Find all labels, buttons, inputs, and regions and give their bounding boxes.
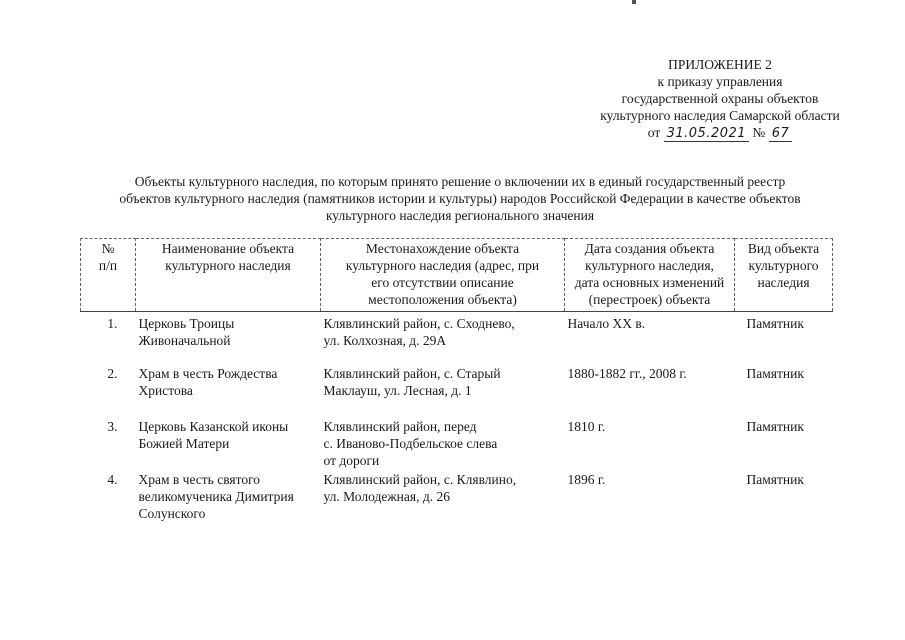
object-name: Храм в честь Рождества Христова bbox=[138, 366, 278, 398]
object-date: 1880-1882 гг., 2008 г. bbox=[567, 366, 687, 381]
order-number: 67 bbox=[769, 126, 793, 142]
title-line-1: Объекты культурного наследия, по которым принято решение о включении их в единый государственный реестр bbox=[134, 174, 786, 189]
appendix-block bbox=[540, 56, 900, 142]
document-title bbox=[60, 173, 860, 224]
header-name: Наименование объекта культурного наследия bbox=[136, 239, 321, 312]
object-kind: Памятник bbox=[746, 419, 804, 434]
object-date: 1810 г. bbox=[567, 419, 606, 434]
header-date: Дата создания объекта культурного наследия, дата основных изменений (перестроек) объекта bbox=[565, 239, 735, 312]
row-number: 1. bbox=[107, 316, 118, 331]
object-kind: Памятник bbox=[746, 472, 804, 487]
number-prefix: № bbox=[752, 125, 766, 140]
title-line-2: объектов культурного наследия (памятников истории и культуры) народов Российской Федерации в качестве объектов bbox=[119, 191, 801, 206]
table-header-row bbox=[81, 239, 833, 312]
header-number: № п/п bbox=[81, 239, 136, 312]
table-row bbox=[81, 365, 833, 418]
row-number: 3. bbox=[107, 419, 118, 434]
object-date: 1896 г. bbox=[567, 472, 606, 487]
appendix-line-1: к приказу управления bbox=[657, 74, 783, 89]
object-kind: Памятник bbox=[746, 366, 804, 381]
order-date: 31.05.2021 bbox=[664, 126, 749, 142]
date-prefix: от bbox=[647, 125, 661, 140]
appendix-title: ПРИЛОЖЕНИЕ 2 bbox=[668, 57, 772, 72]
table-row bbox=[81, 312, 833, 366]
object-location: Клявлинский район, с. Сходнево, ул. Колхозная, д. 29А bbox=[323, 316, 515, 348]
object-name: Храм в честь святого великомученика Димитрия Солунского bbox=[138, 472, 294, 521]
object-location: Клявлинский район, с. Старый Маклауш, ул. Лесная, д. 1 bbox=[323, 366, 501, 398]
title-line-3: культурного наследия регионального значения bbox=[325, 208, 595, 223]
object-name: Церковь Казанской иконы Божией Матери bbox=[138, 419, 289, 451]
table-row bbox=[81, 471, 833, 524]
appendix-line-3: культурного наследия Самарской области bbox=[600, 108, 840, 123]
header-location: Местонахождение объекта культурного наследия (адрес, при его отсутствии описание местоположения объекта) bbox=[321, 239, 565, 312]
appendix-line-2: государственной охраны объектов bbox=[621, 91, 819, 106]
scan-mark bbox=[632, 0, 636, 4]
row-number: 2. bbox=[107, 366, 118, 381]
order-date-line bbox=[540, 124, 900, 142]
object-date: Начало XX в. bbox=[567, 316, 646, 331]
object-kind: Памятник bbox=[746, 316, 804, 331]
heritage-objects-table bbox=[80, 238, 833, 524]
object-name: Церковь Троицы Живоначальной bbox=[138, 316, 235, 348]
header-kind: Вид объекта культурного наследия bbox=[735, 239, 833, 312]
row-number: 4. bbox=[107, 472, 118, 487]
table-row bbox=[81, 418, 833, 471]
object-location: Клявлинский район, перед с. Иваново-Подбельское слева от дороги bbox=[323, 419, 498, 468]
object-location: Клявлинский район, с. Клявлино, ул. Молодежная, д. 26 bbox=[323, 472, 517, 504]
